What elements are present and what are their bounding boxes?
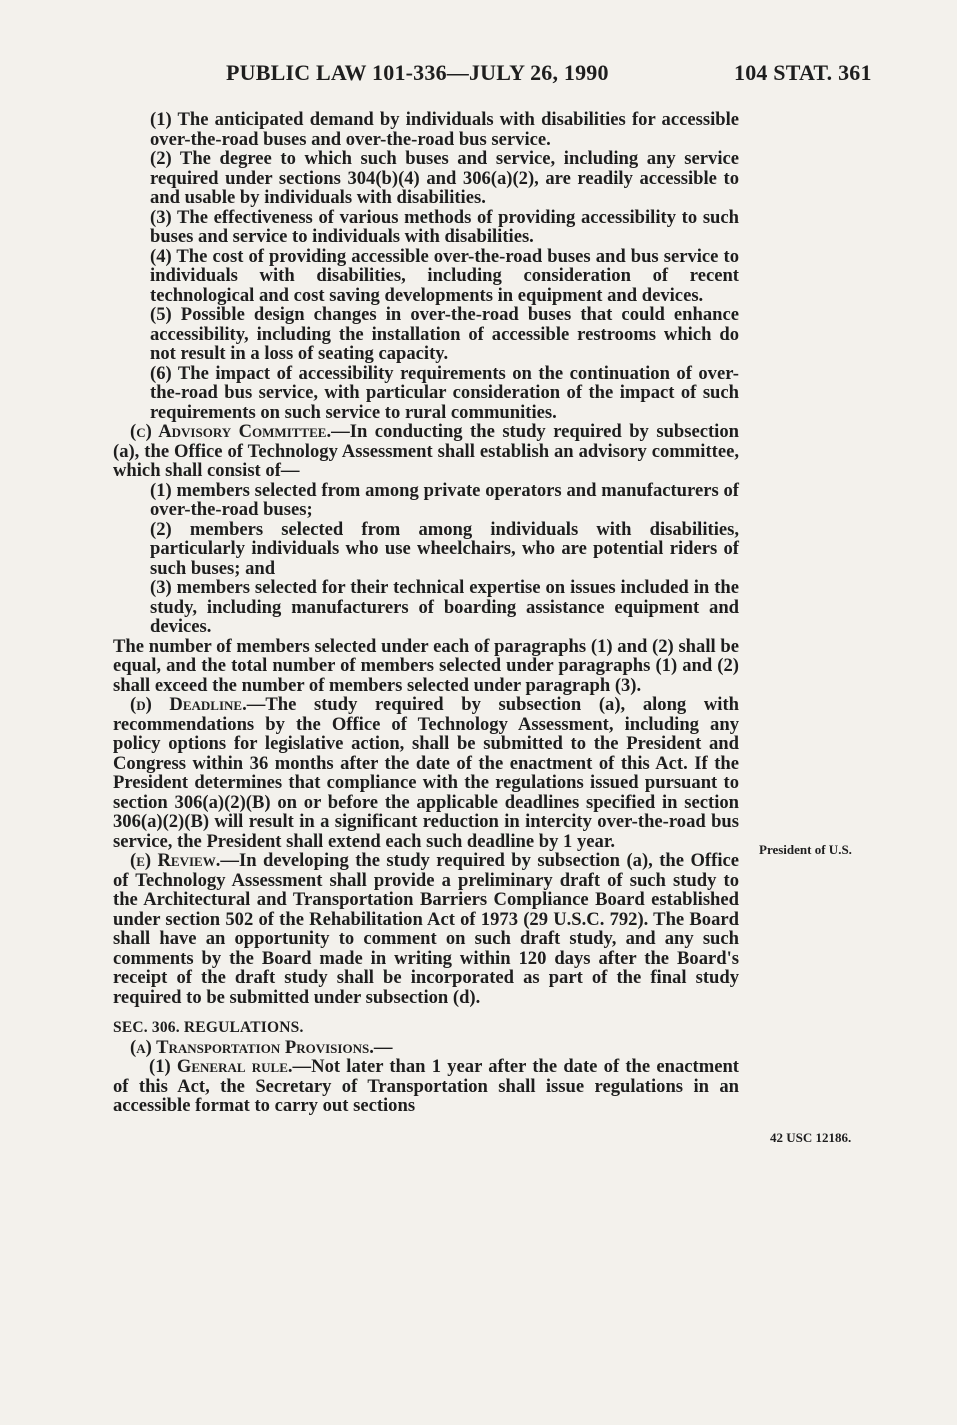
paragraph: (1) General rule.—Not later than 1 year after the date of the enactment of this Act, the Secretary of Transportation shall issue regulations in an accessible format to carry out sections: [113, 1056, 739, 1116]
subsection-e: (e) Review.—In developing the study required by subsection (a), the Office of Technology Assessment shall provide a preliminary draft of such study to the Architectural and Transportation Barriers Compliance Board established under section 502 of the Rehabilitation Act of 1973 (29 U.S.C. 792). The Board shall have an opportunity to comment on such draft study, and any such comments by the Board made in writing within 120 days after the Board's receipt of the draft study shall be incorporated as part of the final study required to be submitted under subsection (d).: [113, 850, 739, 1008]
page-body: [113, 110, 739, 1116]
running-head-title: PUBLIC LAW 101-336—JULY 26, 1990: [226, 60, 609, 85]
paragraph: (2) members selected from among individuals with disabilities, particularly individuals who use wheelchairs, who are potential riders of such buses; and: [150, 518, 739, 579]
margin-note-president: President of U.S.: [759, 842, 852, 857]
subsection-d: (d) Deadline.—The study required by subsection (a), along with recommendations by the Office of Technology Assessment, including any policy options for legislative action, shall be submitted to the President and Congress within 36 months after the date of the enactment of this Act. If the President determines that compliance with the regulations issued pursuant to section 306(a)(2)(B) on or before the applicable deadlines specified in section 306(a)(2)(B) will result in a significant reduction in intercity over-the-road bus service, the President shall extend each such deadline by 1 year.: [113, 694, 739, 852]
paragraph: (3) members selected for their technical expertise on issues included in the study, including manufacturers of boarding assistance equipment and devices.: [150, 577, 739, 637]
section-heading: SEC. 306. REGULATIONS.: [113, 1019, 304, 1036]
paragraph: The number of members selected under each of paragraphs (1) and (2) shall be equal, and the total number of members selected under paragraphs (1) and (2) shall exceed the number of members selected under paragraph (3).: [113, 635, 739, 696]
subsection-c: (c) Advisory Committee.—In conducting the study required by subsection (a), the Office of Technology Assessment shall establish an advisory committee, which shall consist of—: [113, 421, 739, 481]
page-number: 104 STAT. 361: [734, 60, 872, 85]
paragraph: (6) The impact of accessibility requirements on the continuation of over-the-road bus service, with particular consideration of the impact of such requirements on such service to rural communities.: [150, 362, 739, 423]
margin-note-usc: 42 USC 12186.: [770, 1130, 852, 1145]
paragraph: (1) The anticipated demand by individuals with disabilities for accessible over-the-road buses and over-the-road bus service.: [150, 109, 739, 150]
subsection-a: (a) Transportation Provisions.—: [130, 1036, 393, 1058]
paragraph: (2) The degree to which such buses and service, including any service required under sections 304(b)(4) and 306(a)(2), are readily accessible to and usable by individuals with disabilities.: [150, 148, 739, 208]
paragraph: (3) The effectiveness of various methods of providing accessibility to such buses and service to individuals with disabilities.: [150, 206, 739, 247]
paragraph: (1) members selected from among private operators and manufacturers of over-the-road buses;: [150, 479, 739, 520]
paragraph: (4) The cost of providing accessible over-the-road buses and bus service to individuals with disabilities, including consideration of recent technological and cost saving developments in equipment and devices.: [150, 245, 739, 306]
paragraph: (5) Possible design changes in over-the-road buses that could enhance accessibility, including the installation of accessible restrooms which do not result in a loss of seating capacity.: [150, 304, 739, 364]
